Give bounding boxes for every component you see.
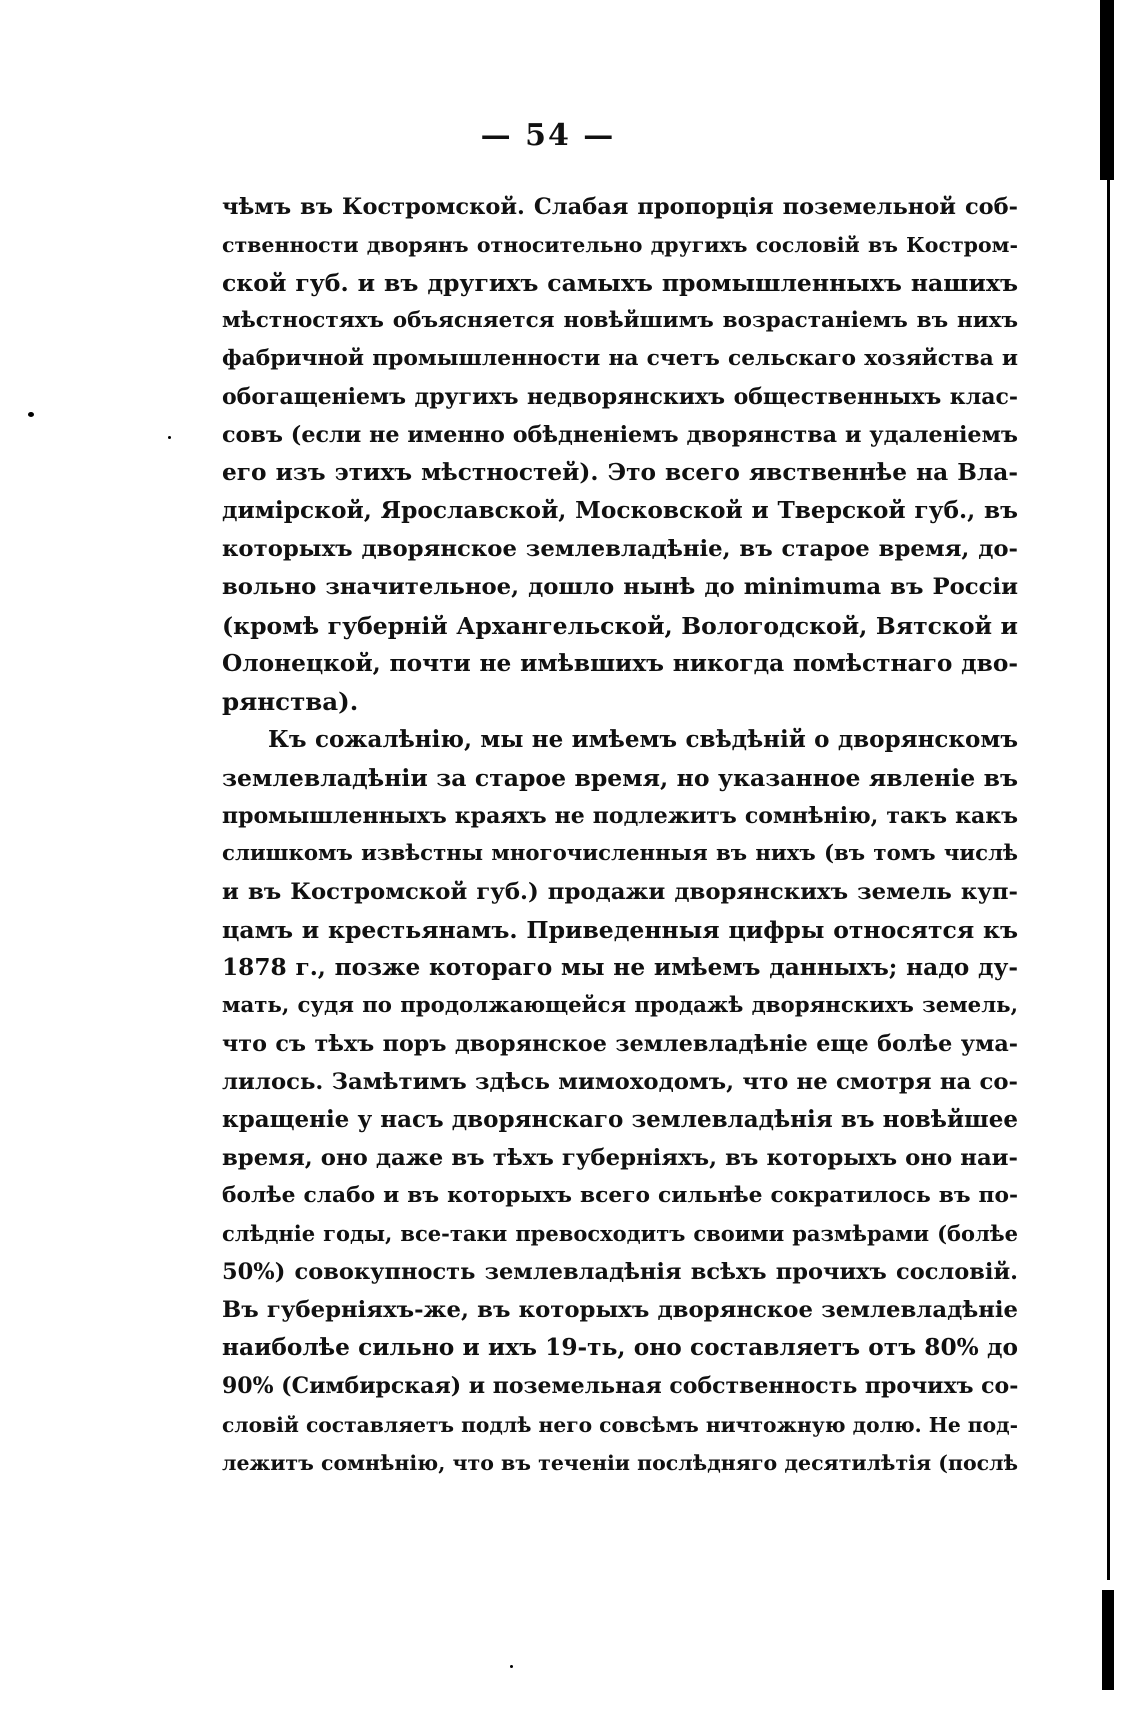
text-line: время, оно даже въ тѣхъ губерніяхъ, въ которыхъ оно наи- — [222, 1145, 1018, 1172]
text-line: (кромѣ губерній Архангельской, Вологодской, Вятской и — [222, 611, 1018, 640]
text-line: вольно значительное, дошло нынѣ до minimuma въ Россіи — [222, 574, 1018, 601]
text-line: которыхъ дворянское землевладѣніе, въ старое время, до- — [222, 536, 1018, 563]
page-number: — 54 — — [480, 118, 616, 153]
paragraph-start-line: Къ сожалѣнію, мы не имѣемъ свѣдѣній о дворянскомъ — [268, 725, 1018, 753]
text-line: димірской, Ярославской, Московской и Тверской губ., въ — [222, 497, 1018, 525]
text-line: слѣдніе годы, все-таки превосходитъ своими размѣрами (болѣе — [222, 1221, 1018, 1247]
text-line: промышленныхъ краяхъ не подлежитъ сомнѣнію, такъ какъ — [222, 802, 1018, 829]
text-line: обогащеніемъ другихъ недворянскихъ общественныхъ клас- — [222, 384, 1018, 411]
text-line: кращеніе у насъ дворянскаго землевладѣнія въ новѣйшее — [222, 1106, 1018, 1134]
text-line: 50%) совокупность землевладѣнія всѣхъ прочихъ сословій. — [222, 1259, 1018, 1286]
body-text — [222, 188, 1018, 1482]
text-line: Въ губерніяхъ-же, въ которыхъ дворянское землевладѣніе — [222, 1297, 1018, 1324]
text-line: Олонецкой, почти не имѣвшихъ никогда помѣстнаго дво- — [222, 649, 1018, 677]
text-line: наиболѣе сильно и ихъ 19-ть, оно составляетъ отъ 80% до — [222, 1334, 1018, 1362]
paragraph-end-line: рянства). — [222, 686, 359, 716]
scan-speck — [168, 436, 171, 439]
binding-edge-shadow-bottom — [1102, 1590, 1114, 1690]
text-line: совъ (если не именно обѣдненіемъ дворянства и удаленіемъ — [222, 422, 1018, 449]
text-line: цамъ и крестьянамъ. Приведенныя цифры относятся къ — [222, 915, 1018, 944]
text-line: ской губ. и въ другихъ самыхъ промышленныхъ нашихъ — [222, 269, 1018, 298]
text-line: его изъ этихъ мѣстностей). Это всего явственнѣе на Вла- — [222, 459, 1018, 487]
text-line: мать, судя по продолжающейся продажѣ дворянскихъ земель, — [222, 992, 1018, 1018]
scan-speck — [510, 1665, 513, 1668]
text-line: словій составляетъ подлѣ него совсѣмъ ничтожную долю. Не под- — [222, 1412, 1018, 1437]
text-line: и въ Костромской губ.) продажи дворянскихъ земель куп- — [222, 878, 1018, 905]
text-line: лежитъ сомнѣнію, что въ теченіи послѣдняго десятилѣтія (послѣ — [222, 1450, 1018, 1475]
text-line: мѣстностяхъ объясняется новѣйшимъ возрастаніемъ въ нихъ — [222, 308, 1018, 334]
text-line: лилось. Замѣтимъ здѣсь мимоходомъ, что не смотря на со- — [222, 1069, 1018, 1096]
scan-speck — [28, 412, 34, 417]
binding-edge-shadow — [1100, 0, 1114, 180]
text-line: 90% (Симбирская) и поземельная собственность прочихъ со- — [222, 1373, 1018, 1400]
text-line: землевладѣніи за старое время, но указанное явленіе въ — [222, 763, 1018, 792]
text-line: фабричной промышленности на счетъ сельскаго хозяйства и — [222, 346, 1018, 372]
text-line: что съ тѣхъ поръ дворянское землевладѣніе еще болѣе ума- — [222, 1031, 1018, 1058]
text-line: ственности дворянъ относительно другихъ сословій въ Костром- — [222, 233, 1018, 258]
binding-edge-line — [1107, 180, 1110, 1580]
text-line: 1878 г., позже котораго мы не имѣемъ данныхъ; надо ду- — [222, 953, 1018, 981]
text-line: чѣмъ въ Костромской. Слабая пропорція поземельной соб- — [222, 194, 1018, 220]
text-line: слишкомъ извѣстны многочисленныя въ нихъ (въ томъ числѣ — [222, 840, 1018, 866]
text-line: болѣе слабо и въ которыхъ всего сильнѣе сократилось въ по- — [222, 1183, 1018, 1209]
